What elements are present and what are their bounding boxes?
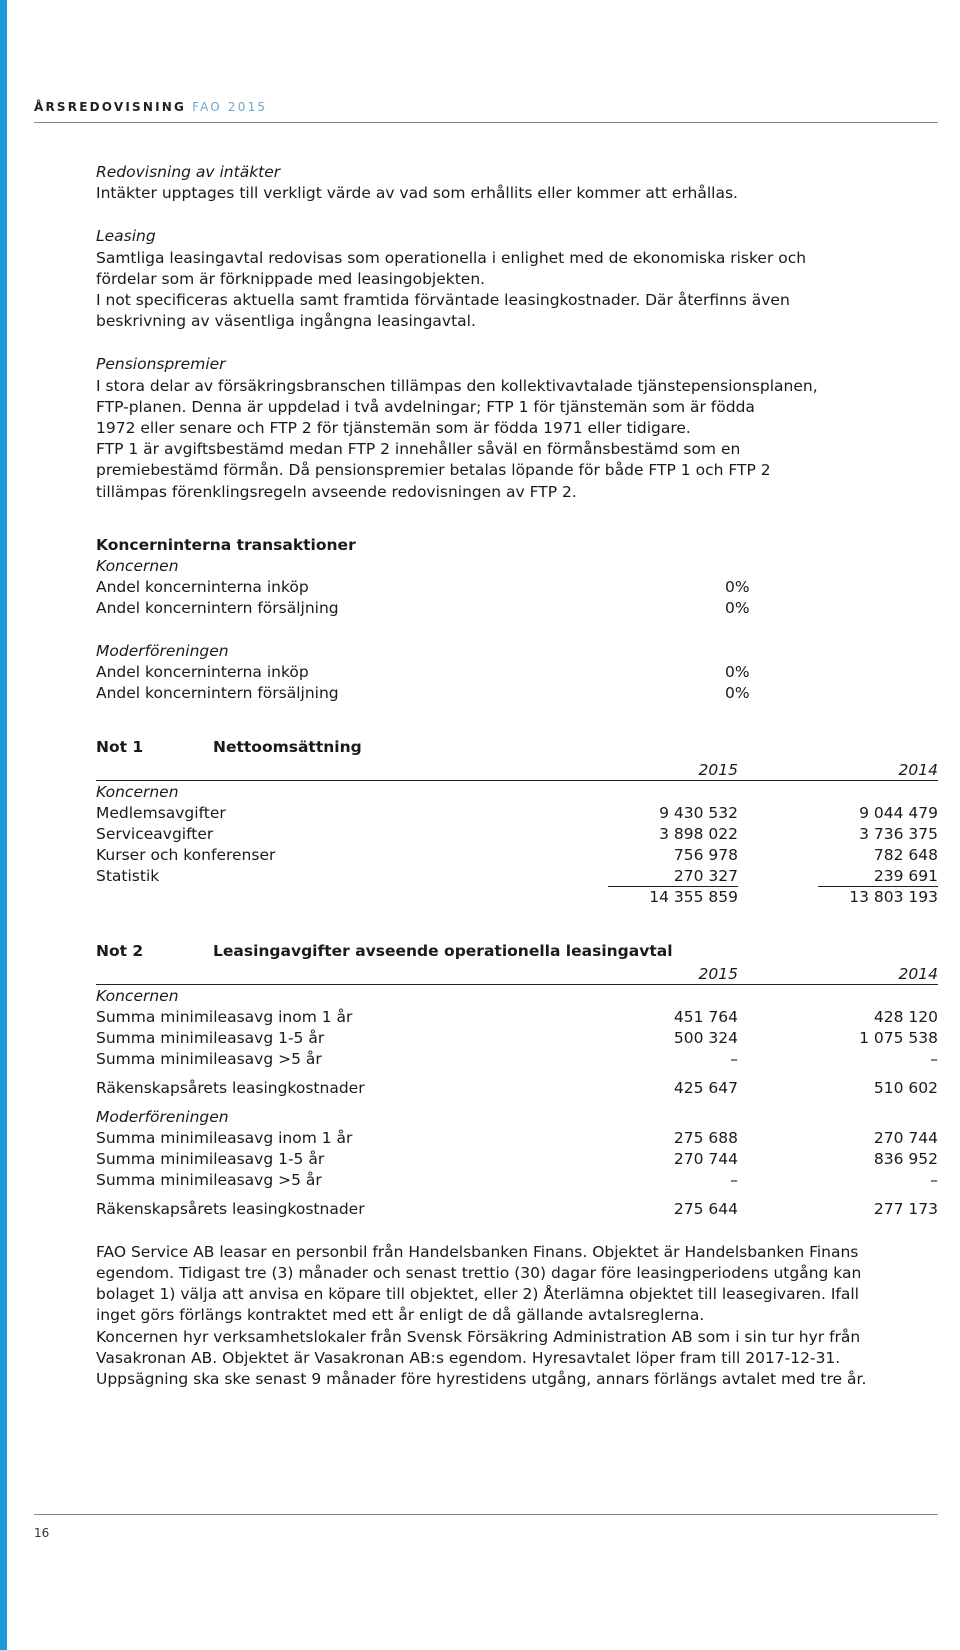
value-2015: – <box>730 1170 738 1189</box>
revenue-title: Redovisning av intäkter <box>96 163 281 181</box>
note2-rule <box>96 984 938 985</box>
value-2014: – <box>930 1170 938 1189</box>
value-2014: 782 648 <box>873 845 938 864</box>
row-label: Summa minimileasavg inom 1 år <box>96 1128 353 1147</box>
leasing-line: I not specificeras aktuella samt framtida förväntade leasingkostnader. Där återfinns även <box>96 291 790 310</box>
value-2014: 1 075 538 <box>859 1028 938 1047</box>
total-row <box>96 887 938 908</box>
value-2014: – <box>930 1049 938 1068</box>
row-label: Medlemsavgifter <box>96 803 226 822</box>
page-number: 16 <box>34 1526 50 1540</box>
year-2014: 2014 <box>898 964 938 983</box>
table-row <box>96 577 938 598</box>
row-label: Andel koncerninterna inköp <box>96 662 309 681</box>
row-value: 0% <box>725 598 750 617</box>
row-value: 0% <box>725 683 750 702</box>
note2-title: Leasingavgifter avseende operationella leasingavtal <box>213 941 673 960</box>
row-label: Statistik <box>96 866 160 885</box>
note1-year-header <box>96 760 938 780</box>
footnote-line: FAO Service AB leasar en personbil från Handelsbanken Finans. Objektet är Handelsbanken Finans <box>96 1242 859 1261</box>
value-2014: 510 602 <box>873 1078 938 1097</box>
row-label: Summa minimileasavg inom 1 år <box>96 1007 353 1026</box>
table-row <box>96 1149 938 1170</box>
table-row <box>96 598 938 619</box>
leasing-line: beskrivning av väsentliga ingångna leasingavtal. <box>96 312 476 331</box>
row-label: Summa minimileasavg >5 år <box>96 1049 322 1068</box>
value-2015: 275 644 <box>673 1199 738 1218</box>
pension-section <box>96 354 938 502</box>
row-label: Summa minimileasavg >5 år <box>96 1170 322 1189</box>
intragroup-title: Koncerninterna transaktioner <box>96 535 356 554</box>
footnote-line: Vasakronan AB. Objektet är Vasakronan AB:s egendom. Hyresavtalet löper fram till 2017-12-31. <box>96 1348 841 1367</box>
page-header <box>34 100 267 114</box>
value-2015: 451 764 <box>673 1007 738 1026</box>
value-2015: – <box>730 1049 738 1068</box>
footnote-line: egendom. Tidigast tre (3) månader och senast trettio (30) dagar före leasingperiodens utgång kan <box>96 1264 862 1283</box>
pension-line: I stora delar av försäkringsbranschen tillämpas den kollektivavtalade tjänstepensionsplanen, <box>96 376 818 395</box>
org-year: FAO 2015 <box>192 100 268 114</box>
value-2014: 270 744 <box>873 1128 938 1147</box>
pension-line: tillämpas förenklingsregeln avseende redovisningen av FTP 2. <box>96 482 577 501</box>
page-content <box>96 162 938 1390</box>
value-2014: 3 736 375 <box>859 824 938 843</box>
table-row <box>96 845 938 866</box>
value-2015: 9 430 532 <box>659 803 738 822</box>
table-row <box>96 1007 938 1028</box>
note1-section <box>96 736 938 908</box>
row-value: 0% <box>725 577 750 596</box>
intragroup-parent-label: Moderföreningen <box>96 641 229 660</box>
note2-heading <box>96 940 938 964</box>
leasing-section <box>96 226 938 332</box>
note1-rule <box>96 780 938 781</box>
value-2015: 270 327 <box>673 866 738 885</box>
note2-parent-label: Moderföreningen <box>96 1107 229 1126</box>
value-2015: 3 898 022 <box>659 824 738 843</box>
revenue-text: Intäkter upptages till verkligt värde av vad som erhållits eller kommer att erhållas. <box>96 184 738 203</box>
footer-divider <box>34 1514 938 1515</box>
note1-group-label: Koncernen <box>96 782 179 801</box>
table-row <box>96 866 938 887</box>
note1-number: Not 1 <box>96 737 144 756</box>
value-2015: 425 647 <box>673 1078 738 1097</box>
note2-section <box>96 940 938 1390</box>
note2-number: Not 2 <box>96 941 144 960</box>
row-label: Serviceavgifter <box>96 824 214 843</box>
pension-line: FTP-planen. Denna är uppdelad i två avdelningar; FTP 1 för tjänstemän som är födda <box>96 397 755 416</box>
row-label: Andel koncernintern försäljning <box>96 598 339 617</box>
footnote-line: inget görs förlängs kontraktet med ett år enligt de då gällande avtalsreglerna. <box>96 1306 705 1325</box>
pension-title: Pensionspremier <box>96 355 226 374</box>
note1-title: Nettoomsättning <box>213 737 362 756</box>
table-row <box>96 1170 938 1191</box>
value-2015: 270 744 <box>673 1149 738 1168</box>
row-label: Räkenskapsårets leasingkostnader <box>96 1078 365 1097</box>
header-divider <box>34 122 938 123</box>
value-2014: 836 952 <box>873 1149 938 1168</box>
value-2015: 756 978 <box>673 845 738 864</box>
row-label: Räkenskapsårets leasingkostnader <box>96 1199 365 1218</box>
leasing-line: fördelar som är förknippade med leasingobjekten. <box>96 269 486 288</box>
intragroup-section <box>96 535 938 704</box>
year-2014: 2014 <box>898 760 938 779</box>
value-2015: 500 324 <box>673 1028 738 1047</box>
total-2015: 14 355 859 <box>649 887 738 906</box>
leasing-title: Leasing <box>96 227 156 246</box>
pension-line: FTP 1 är avgiftsbestämd medan FTP 2 innehåller såväl en förmånsbestämd som en <box>96 440 741 459</box>
cost-row <box>96 1199 938 1220</box>
row-label: Summa minimileasavg 1-5 år <box>96 1149 325 1168</box>
note1-heading <box>96 736 938 760</box>
row-label: Andel koncernintern försäljning <box>96 683 339 702</box>
note2-footnote <box>96 1242 938 1390</box>
table-row <box>96 803 938 824</box>
table-row <box>96 1128 938 1149</box>
table-row <box>96 824 938 845</box>
table-row <box>96 1028 938 1049</box>
year-2015: 2015 <box>698 964 738 983</box>
report-title: ÅRSREDOVISNING <box>34 100 187 114</box>
note2-year-header <box>96 964 938 984</box>
footnote-line: Uppsägning ska ske senast 9 månader före hyrestidens utgång, annars förlängs avtalet med tre år. <box>96 1370 867 1389</box>
year-2015: 2015 <box>698 760 738 779</box>
leasing-line: Samtliga leasingavtal redovisas som operationella i enlighet med de ekonomiska risker och <box>96 248 807 267</box>
row-label: Kurser och konferenser <box>96 845 276 864</box>
value-2015: 275 688 <box>673 1128 738 1147</box>
revenue-section <box>96 162 938 204</box>
table-row <box>96 683 938 704</box>
row-value: 0% <box>725 662 750 681</box>
value-2014: 428 120 <box>873 1007 938 1026</box>
intragroup-group-label: Koncernen <box>96 556 179 575</box>
value-2014: 277 173 <box>873 1199 938 1218</box>
left-accent-bar <box>0 0 7 1650</box>
row-label: Summa minimileasavg 1-5 år <box>96 1028 325 1047</box>
total-2014: 13 803 193 <box>849 887 938 906</box>
note2-group-label: Koncernen <box>96 986 179 1005</box>
value-2014: 239 691 <box>873 866 938 885</box>
pension-line: 1972 eller senare och FTP 2 för tjänstemän som är födda 1971 eller tidigare. <box>96 419 691 438</box>
table-row <box>96 1049 938 1070</box>
cost-row <box>96 1078 938 1099</box>
pension-line: premiebestämd förmån. Då pensionspremier betalas löpande för både FTP 1 och FTP 2 <box>96 461 771 480</box>
table-row <box>96 662 938 683</box>
value-2014: 9 044 479 <box>859 803 938 822</box>
row-label: Andel koncerninterna inköp <box>96 577 309 596</box>
footnote-line: Koncernen hyr verksamhetslokaler från Svensk Försäkring Administration AB som i sin tur hyr från <box>96 1327 861 1346</box>
footnote-line: bolaget 1) välja att anvisa en köpare till objektet, eller 2) Återlämna objektet till leasegivaren. Ifall <box>96 1285 859 1304</box>
